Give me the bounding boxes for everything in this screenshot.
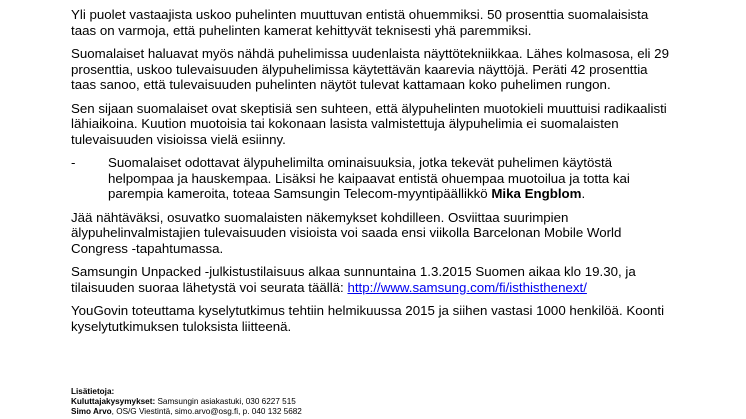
paragraph-survey-info: YouGovin toteuttama kyselytutkimus tehtiin helmikuussa 2015 ja siihen vastasi 1000 henkilöä. Koonti kyselytutkimuksen tuloksista liitteenä. [71,303,665,334]
quote-text [108,155,671,202]
quote-body: Suomalaiset odottavat älypuhelimilta ominaisuuksia, jotka tekevät puhelimen käytöstä helpompaa ja hauskempaa. Lisäksi he kaipaavat entistä ohuempaa muotoilua ja totta kai parempia kameroita, toteaa Samsungin Telecom-myyntipäällikkö [108,155,630,201]
paragraph-display-tech: Suomalaiset haluavat myös nähdä puhelimissa uudenlaista näyttötekniikkaa. Lähes kolmasosa, eli 29 prosenttia, uskoo tulevaisuuden älypuhelimissa käytettävän kaarevia näyttöjä. Peräti 42 prosenttia taas sanoo, että tulevaisuuden puhelinten näytöt tulevat kattamaan koko puhelimen rungon. [71,46,669,92]
consumer-label: Kuluttajakysymykset: [71,397,156,406]
quote-end: . [581,186,586,201]
press-release-body [71,7,671,342]
paragraph-thin-phones: Yli puolet vastaajista uskoo puhelinten muuttuvan entistä ohuemmiksi. 50 prosenttia suomalaisista taas on varmoja, että puhelinten kamerat kehittyvät teknisesti yhä paremmiksi. [71,7,649,38]
consumer-contact [71,397,671,407]
press-label: Simo Arvo [71,407,112,416]
unpacked-text: Samsungin Unpacked -julkistustilaisuus alkaa sunnuntaina 1.3.2015 Suomen aikaa klo 19.30, ja tilaisuuden suoraa lähetystä voi seurata täällä: [71,264,636,295]
press-contact [71,407,671,417]
samsung-stream-link[interactable]: http://www.samsung.com/fi/isthisthenext/ [347,279,587,295]
paragraph-mwc: Jää nähtäväksi, osuvatko suomalaisten näkemykset kohdilleen. Osviittaa suurimpien älypuhelinvalmistajien tulevaisuuden visioista voi saada ensi viikolla Barcelonan Mobile World Congress -tapahtumassa. [71,209,622,256]
contact-heading: Lisätietoja: [71,387,115,396]
consumer-text: Samsungin asiakastuki, 030 6227 515 [155,397,296,406]
press-text: , OS/G Viestintä, simo.arvo@osg.fi, p. 040 132 5682 [111,407,302,416]
contact-info [71,387,671,417]
quote-speaker-name: Mika Engblom [491,186,582,201]
paragraph-skeptical: Sen sijaan suomalaiset ovat skeptisiä sen suhteen, että älypuhelinten muotokieli muuttuisi radikaalisti lähiaikoina. Kuution muotoisia tai kokonaan lasista valmistettuja älypuhelimia ei suomalaisten tulevaisuuden visioissa vielä esiinny. [71,100,667,147]
quote-bullet [71,155,671,202]
paragraph-unpacked [71,264,671,295]
bullet-mark: - [71,155,76,170]
